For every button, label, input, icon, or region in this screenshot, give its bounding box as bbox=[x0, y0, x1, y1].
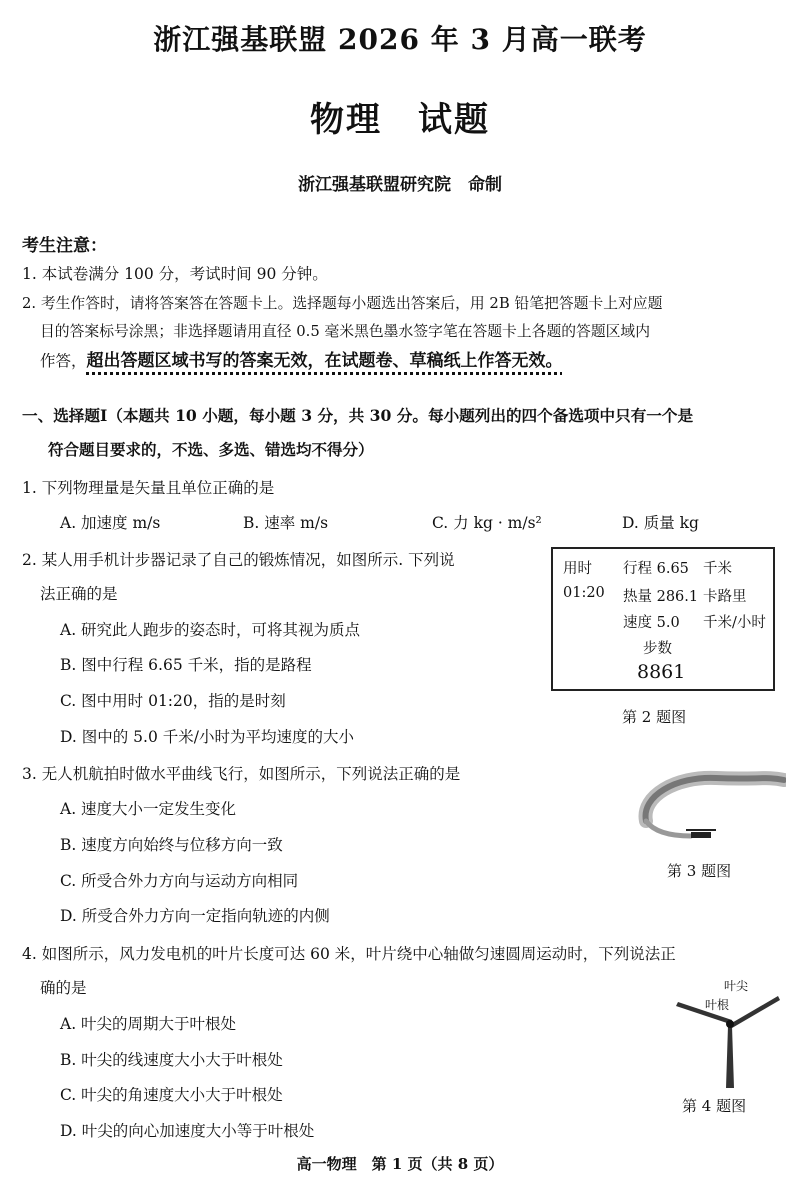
q2-figure-caption: 第 2 题图 bbox=[622, 708, 687, 726]
q2-stem-line-2: 法正确的是 bbox=[40, 585, 118, 603]
q2-stem-line-1: 2. 某人用手机计步器记录了自己的锻炼情况，如图所示. 下列说 bbox=[22, 551, 455, 569]
q1-option-d: D. 质量 kg bbox=[622, 514, 699, 532]
notice-emphasis: 超出答题区域书写的答案无效，在试题卷、草稿纸上作答无效。 bbox=[86, 351, 563, 371]
q2-option-c: C. 图中用时 01:20，指的是时刻 bbox=[60, 692, 286, 710]
q3-option-b: B. 速度方向始终与位移方向一致 bbox=[60, 836, 283, 854]
q2-option-d: D. 图中的 5.0 千米/小时为平均速度的大小 bbox=[60, 728, 354, 746]
exam-title: 浙江强基联盟 2026 年 3 月高一联考 bbox=[153, 23, 647, 56]
fig-speed-unit: 千米/小时 bbox=[703, 615, 766, 631]
notice-item-2-line-3 bbox=[40, 346, 563, 371]
notice-heading: 考生注意： bbox=[22, 236, 107, 256]
q4-stem-line-1: 4. 如图所示，风力发电机的叶片长度可达 60 米，叶片绕中心轴做匀速圆周运动时，下列说法正 bbox=[22, 945, 676, 963]
drone-trail-figure bbox=[636, 766, 786, 846]
section-1-line-2: 符合题目要求的，不选、多选、错选均不得分） bbox=[48, 440, 374, 459]
fig-heat: 热量 286.1 bbox=[623, 589, 699, 605]
subject-title: 物理 试题 bbox=[310, 100, 490, 140]
q1-option-a: A. 加速度 m/s bbox=[60, 514, 161, 532]
q2-option-b: B. 图中行程 6.65 千米，指的是路程 bbox=[60, 656, 312, 674]
q3-option-c: C. 所受合外力方向与运动方向相同 bbox=[60, 872, 299, 890]
q1-option-b: B. 速率 m/s bbox=[243, 514, 329, 532]
page-footer: 高一物理 第 1 页（共 8 页） bbox=[296, 1155, 504, 1173]
q4-option-a: A. 叶尖的周期大于叶根处 bbox=[60, 1015, 237, 1033]
q1-stem: 1. 下列物理量是矢量且单位正确的是 bbox=[22, 479, 275, 497]
section-1-line-1: 一、选择题Ⅰ（本题共 10 小题，每小题 3 分，共 30 分。每小题列出的四个备选项中只有一个是 bbox=[22, 406, 694, 425]
q1-option-c: C. 力 kg · m/s² bbox=[432, 514, 542, 532]
q3-option-a: A. 速度大小一定发生变化 bbox=[60, 800, 237, 818]
q2-option-a: A. 研究此人跑步的姿态时，可将其视为质点 bbox=[60, 621, 361, 639]
fig-time-label: 用时 bbox=[563, 561, 592, 577]
fig-time-value: 01:20 bbox=[563, 585, 605, 601]
notice-item-2-line-1: 2. 考生作答时，请将答案答在答题卡上。选择题每小题选出答案后，用 2B 铅笔把答题卡上对应题 bbox=[22, 295, 663, 312]
turbine-tip-label: 叶尖 bbox=[724, 979, 749, 993]
q4-option-d: D. 叶尖的向心加速度大小等于叶根处 bbox=[60, 1122, 315, 1140]
q4-option-b: B. 叶尖的线速度大小大于叶根处 bbox=[60, 1051, 283, 1069]
notice-item-2-line-2: 目的答案标号涂黑；非选择题请用直径 0.5 毫米黑色墨水签字笔在答题卡上各题的答题区域内 bbox=[40, 323, 651, 340]
author-line: 浙江强基联盟研究院 命制 bbox=[298, 175, 502, 195]
fig-distance: 行程 6.65 bbox=[623, 561, 689, 577]
fig-steps-label: 步数 bbox=[643, 641, 672, 657]
fig-steps-value: 8861 bbox=[637, 661, 686, 683]
notice-item-1: 1. 本试卷满分 100 分，考试时间 90 分钟。 bbox=[22, 265, 328, 283]
notice-item-2-prefix: 作答， bbox=[40, 352, 87, 370]
q4-figure-caption: 第 4 题图 bbox=[682, 1097, 747, 1115]
fig-distance-unit: 千米 bbox=[703, 561, 732, 577]
q3-option-d: D. 所受合外力方向一定指向轨迹的内侧 bbox=[60, 907, 330, 925]
step-counter-figure bbox=[551, 547, 775, 691]
turbine-root-label: 叶根 bbox=[705, 998, 730, 1012]
q4-option-c: C. 叶尖的角速度大小大于叶根处 bbox=[60, 1086, 283, 1104]
fig-speed: 速度 5.0 bbox=[623, 615, 680, 631]
q3-figure-caption: 第 3 题图 bbox=[667, 862, 732, 880]
q3-stem: 3. 无人机航拍时做水平曲线飞行，如图所示，下列说法正确的是 bbox=[22, 765, 461, 783]
fig-heat-unit: 卡路里 bbox=[703, 589, 747, 605]
q4-stem-line-2: 确的是 bbox=[40, 979, 87, 997]
